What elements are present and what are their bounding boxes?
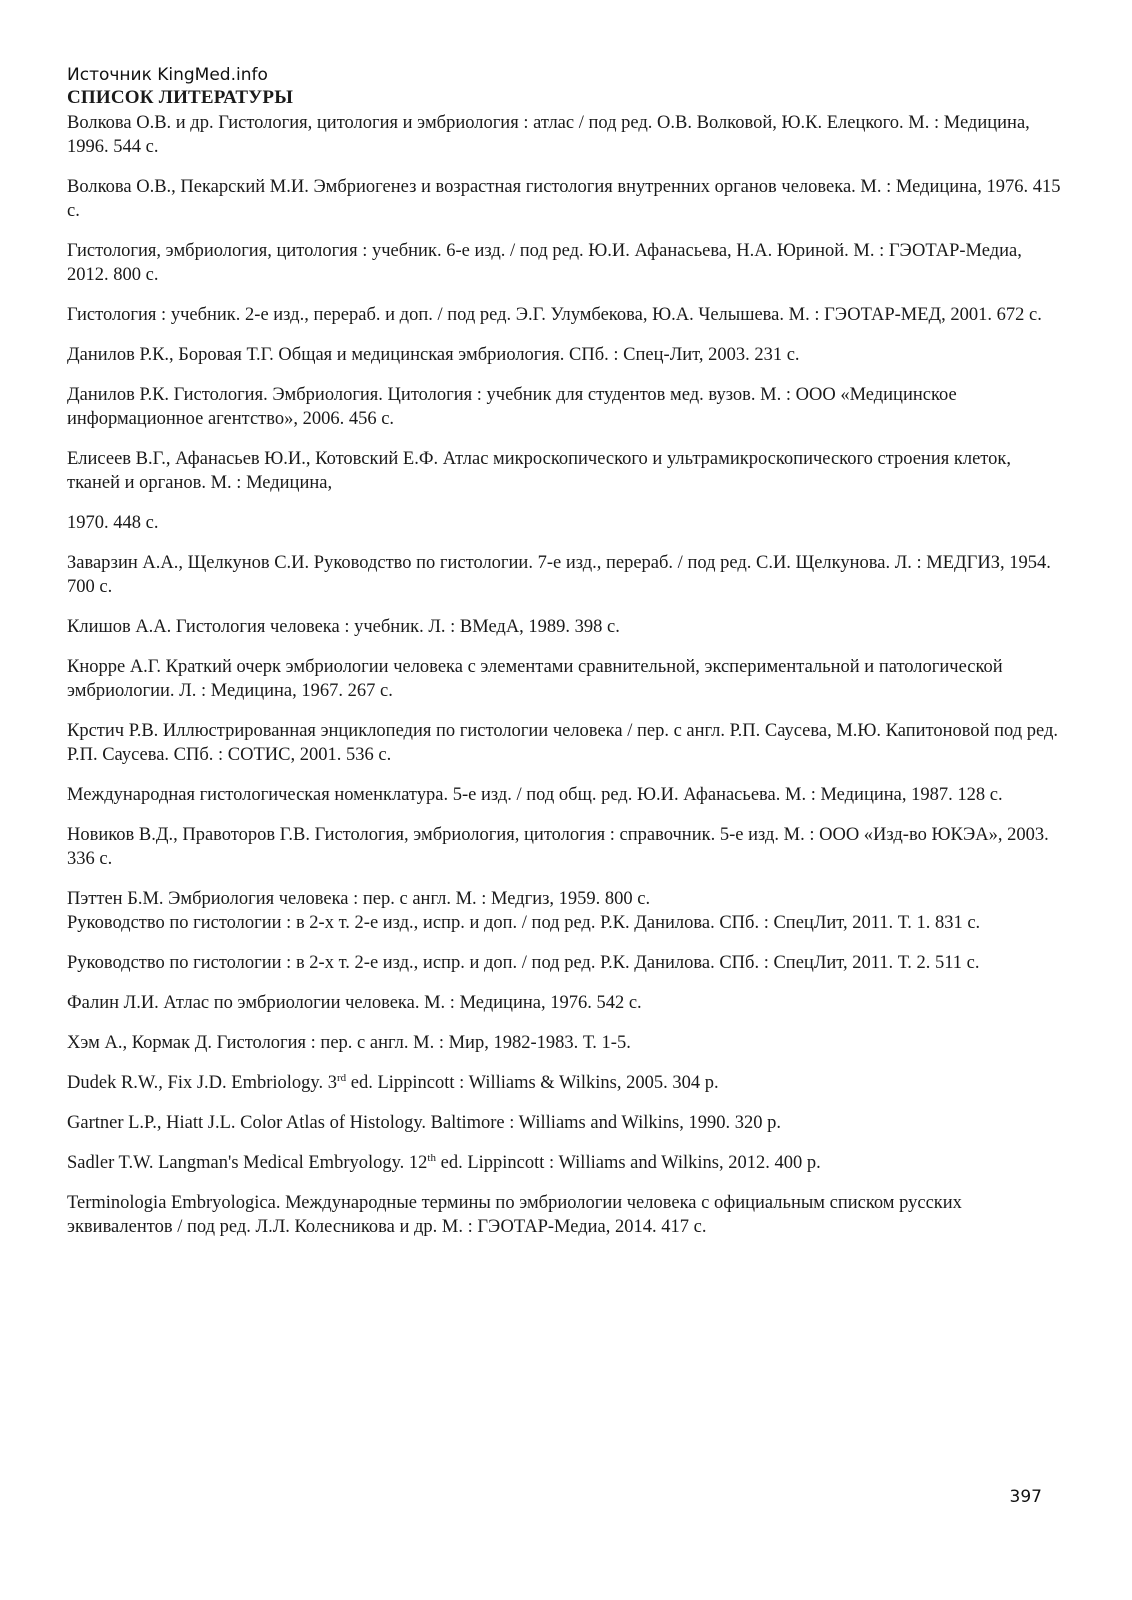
- reference-item: [67, 1071, 1067, 1095]
- reference-item: Международная гистологическая номенклатура. 5-е изд. / под общ. ред. Ю.И. Афанасьева. М. : Медицина, 1987. 128 с.: [67, 785, 1003, 805]
- reference-item: Елисеев В.Г., Афанасьев Ю.И., Котовский Е.Ф. Атлас микроскопического и ультрамикроскопического строения клеток, тканей и органов. М. : Медицина,: [67, 449, 1011, 493]
- page-number: 397: [1009, 1487, 1042, 1507]
- reference-item: Новиков В.Д., Правоторов Г.В. Гистология, эмбриология, цитология : справочник. 5-е изд. М. : ООО «Изд-во ЮКЭА», 2003. 336 с.: [67, 825, 1049, 869]
- reference-item: Данилов Р.К. Гистология. Эмбриология. Цитология : учебник для студентов мед. вузов. М. : ООО «Медицинское информационное агентство», 2006. 456 с.: [67, 385, 957, 429]
- reference-item: [67, 1151, 1067, 1175]
- document-page: [67, 64, 1067, 1255]
- reference-item: Руководство по гистологии : в 2-х т. 2-е изд., испр. и доп. / под ред. Р.К. Данилова. СПб. : СпецЛит, 2011. Т. 1. 831 с.: [67, 913, 981, 933]
- reference-item: Волкова О.В., Пекарский М.И. Эмбриогенез и возрастная гистология внутренних органов человека. М. : Медицина, 1976. 415 с.: [67, 177, 1061, 221]
- reference-item: Заварзин А.А., Щелкунов С.И. Руководство по гистологии. 7-е изд., перераб. / под ред. С.И. Щелкунова. Л. : МЕДГИЗ, 1954. 700 с.: [67, 553, 1051, 597]
- reference-item: Кнорре А.Г. Краткий очерк эмбриологии человека с элементами сравнительной, экспериментальной и патологической эмбриологии. Л. : Медицина, 1967. 267 с.: [67, 657, 1003, 701]
- reference-text: ed. Lippincott : Williams and Wilkins, 2012. 400 p.: [435, 1153, 821, 1173]
- reference-item: Гистология : учебник. 2-е изд., перераб. и доп. / под ред. Э.Г. Улумбекова, Ю.А. Челышева. М. : ГЭОТАР-МЕД, 2001. 672 с.: [67, 305, 1042, 325]
- ordinal-suffix: th: [427, 1151, 436, 1164]
- reference-item: Хэм А., Кормак Д. Гистология : пер. с англ. М. : Мир, 1982-1983. Т. 1-5.: [67, 1033, 631, 1053]
- reference-item: Gartner L.P., Hiatt J.L. Color Atlas of Histology. Baltimore : Williams and Wilkins, 1990. 320 p.: [67, 1113, 781, 1133]
- source-label: Источник KingMed.info: [67, 65, 268, 85]
- reference-list: [67, 111, 1067, 1239]
- reference-item: Пэттен Б.М. Эмбриология человека : пер. с англ. М. : Медгиз, 1959. 800 с.: [67, 889, 651, 909]
- reference-item: Клишов А.А. Гистология человека : учебник. Л. : ВМедА, 1989. 398 с.: [67, 617, 620, 637]
- reference-text: ed. Lippincott : Williams & Wilkins, 2005. 304 p.: [346, 1073, 719, 1093]
- reference-item: Фалин Л.И. Атлас по эмбриологии человека. М. : Медицина, 1976. 542 с.: [67, 993, 642, 1013]
- reference-item: Гистология, эмбриология, цитология : учебник. 6-е изд. / под ред. Ю.И. Афанасьева, Н.А. Юриной. М. : ГЭОТАР-Медиа, 2012. 800 с.: [67, 241, 1022, 285]
- reference-item: Крстич Р.В. Иллюстрированная энциклопедия по гистологии человека / пер. с англ. Р.П. Саусева, М.Ю. Капитоновой под ред. Р.П. Саусева. СПб. : СОТИС, 2001. 536 с.: [67, 721, 1059, 765]
- reference-item: 1970. 448 с.: [67, 513, 159, 533]
- reference-item: Terminologia Embryologica. Международные термины по эмбриологии человека с официальным списком русских эквивалентов / под ред. Л.Л. Колесникова и др. М. : ГЭОТАР-Медиа, 2014. 417 с.: [67, 1193, 962, 1237]
- ordinal-suffix: rd: [336, 1071, 347, 1084]
- reference-item: Руководство по гистологии : в 2-х т. 2-е изд., испр. и доп. / под ред. Р.К. Данилова. СПб. : СпецЛит, 2011. Т. 2. 511 с.: [67, 953, 980, 973]
- reference-item: Данилов Р.К., Боровая Т.Г. Общая и медицинская эмбриология. СПб. : Спец-Лит, 2003. 231 с.: [67, 345, 800, 365]
- reference-text: Dudek R.W., Fix J.D. Embriology. 3: [67, 1073, 337, 1093]
- reference-text: Sadler T.W. Langman's Medical Embryology. 12: [67, 1153, 428, 1173]
- reference-item: Волкова О.В. и др. Гистология, цитология и эмбриология : атлас / под ред. О.В. Волковой, Ю.К. Елецкого. М. : Медицина, 1996. 544 с.: [67, 113, 1030, 157]
- page-title: СПИСОК ЛИТЕРАТУРЫ: [67, 87, 294, 108]
